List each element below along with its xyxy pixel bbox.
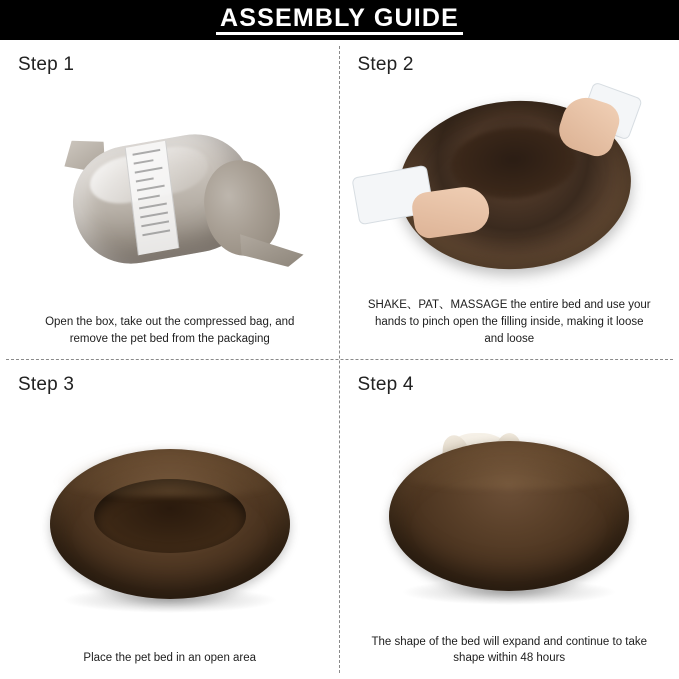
donut-bed-icon (36, 429, 304, 619)
step-card-2 (340, 40, 679, 360)
step-1-label: Step 1 (18, 54, 75, 75)
step-card-4 (340, 360, 679, 679)
step-2-label: Step 2 (357, 54, 414, 75)
step-card-3 (0, 360, 340, 679)
step-card-1 (0, 40, 340, 360)
step-4-caption: The shape of the bed will expand and continue to take shape within 48 hours (371, 635, 648, 665)
step-4-label: Step 4 (357, 373, 414, 395)
step-3-illustration (16, 398, 324, 651)
step-1-caption: Open the box, take out the compressed bag, and remove the pet bed from the packaging (45, 316, 295, 345)
step-3-label: Step 3 (18, 373, 75, 395)
compressed-bag-icon (45, 116, 295, 276)
step-1-illustration (16, 78, 324, 314)
step-2-caption: SHAKE、PAT、MASSAGE the entire bed and use your hands to pinch open the filling inside, making it loose and loose (367, 299, 651, 345)
header-bar (0, 0, 679, 40)
step-4-illustration (356, 398, 664, 634)
donut-bed-with-dog-icon (375, 421, 643, 611)
step-3-caption: Place the pet bed in an open area (83, 652, 257, 665)
bed-fur-highlight (389, 435, 629, 489)
step-2-illustration (356, 78, 664, 297)
bed-fur-highlight (50, 443, 290, 497)
page-title: ASSEMBLY GUIDE (216, 5, 463, 35)
hands-shaking-bed-icon (369, 93, 649, 283)
steps-grid (0, 40, 679, 679)
